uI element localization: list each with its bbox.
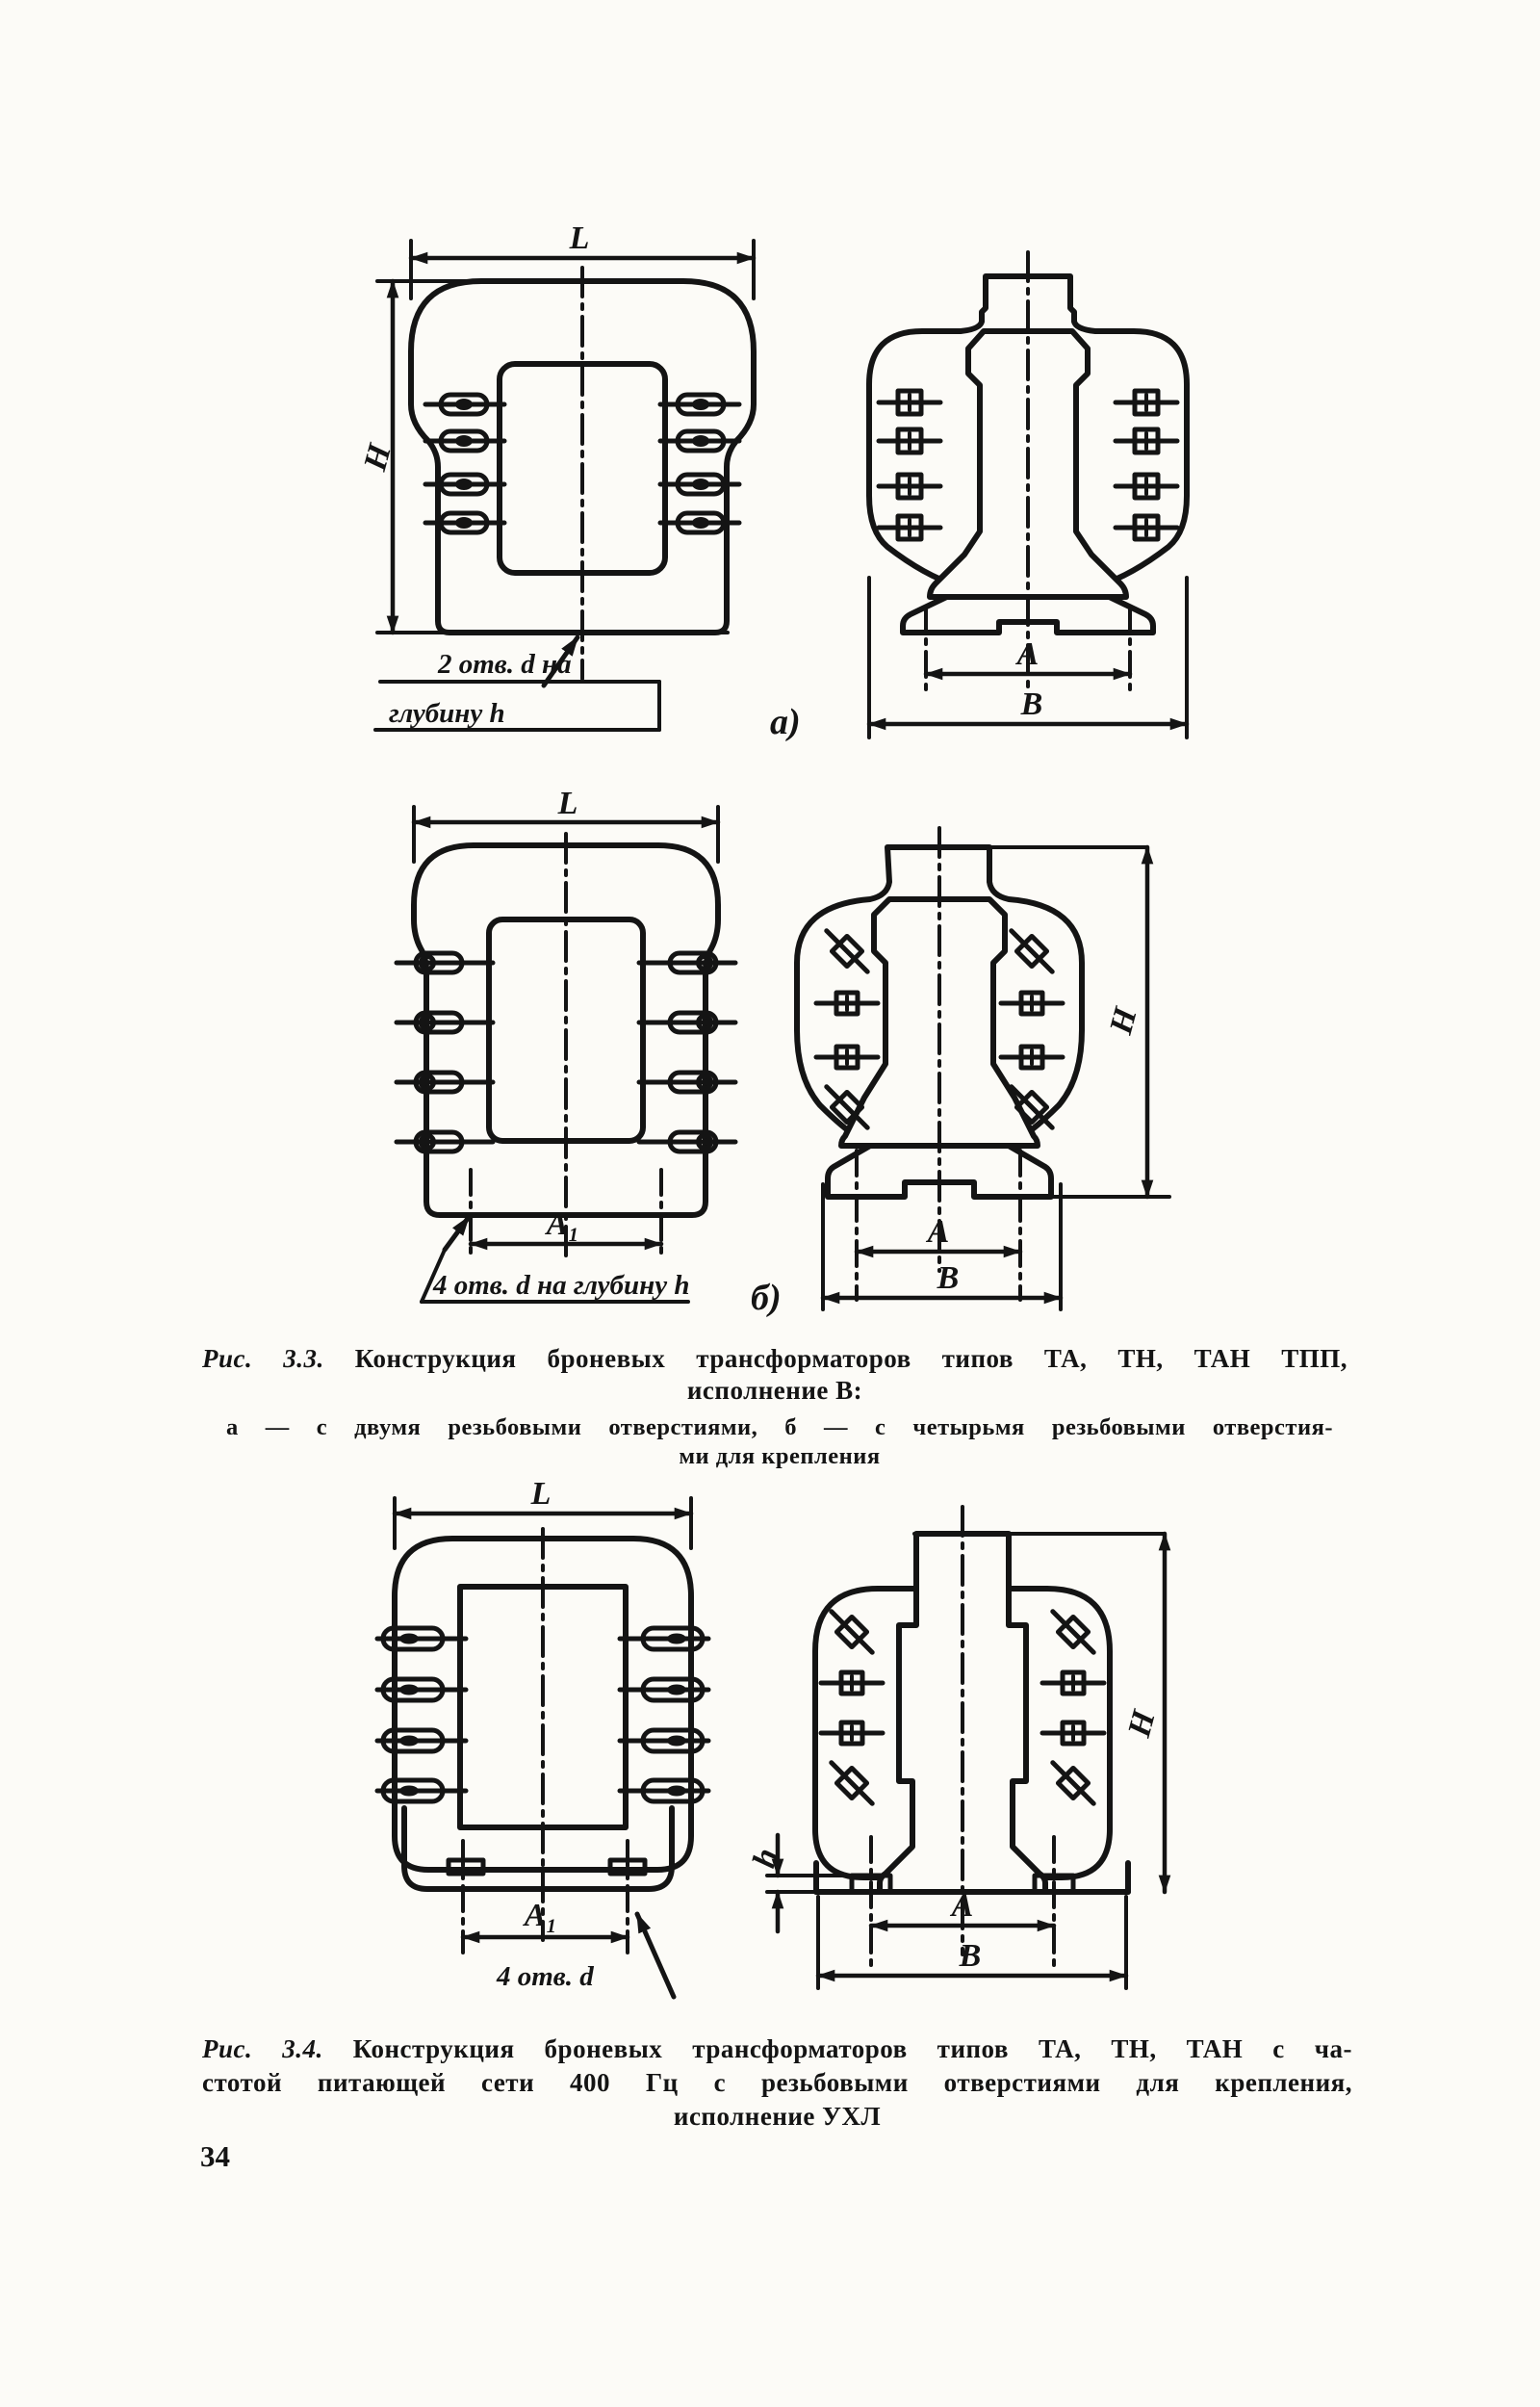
- dim-label-A1: А₁: [524, 1898, 558, 1933]
- hole-callout-line1: 2 отв. d на: [438, 649, 572, 680]
- fig-3-4-caption-line3: исполнение УХЛ: [673, 2102, 882, 2131]
- dim-label-A: А: [951, 1888, 974, 1924]
- fig-3-4-side-view-drawing: [746, 1497, 1218, 2022]
- fig-3-4-number: Рис. 3.4.: [202, 2034, 323, 2063]
- fig-3-4-caption-line1: Рис. 3.4. Конструкция броневых трансформаторов типов ТА, ТН, ТАН с ча-: [202, 2034, 1352, 2063]
- dim-label-H: Н: [1103, 1003, 1144, 1038]
- fig-3-3b-side-view-drawing: [799, 814, 1222, 1314]
- dim-label-L: L: [557, 786, 578, 821]
- dim-label-h: h: [746, 1844, 785, 1872]
- dim-label-L: L: [569, 220, 590, 256]
- part-label-a: а): [770, 702, 801, 742]
- dim-label-B: В: [1020, 686, 1043, 722]
- hole-callout-line2: глубину h: [389, 698, 505, 729]
- dim-label-A: А: [927, 1214, 950, 1250]
- fig-3-4-caption-line2: стотой питающей сети 400 Гц с резьбовыми отверстиями для крепления,: [202, 2068, 1352, 2097]
- fig-3-3-caption-line2: исполнение В:: [686, 1376, 863, 1405]
- page-number: 34: [200, 2139, 230, 2173]
- dim-label-H: H: [357, 440, 398, 475]
- hole-callout: 4 отв. d: [497, 1961, 594, 1992]
- fig-3-4-front-view-drawing: [371, 1476, 727, 2007]
- part-label-b: б): [751, 1278, 782, 1318]
- fig-3-3b-front-view-drawing: [380, 786, 794, 1319]
- fig-3-3-caption-line1: Рис. 3.3. Конструкция броневых трансформаторов типов ТА, ТН, ТАН ТПП,: [202, 1344, 1348, 1373]
- fig-3-3a-side-view-drawing: [847, 246, 1251, 746]
- fig-3-3-subcaption-line1: а — с двумя резьбовыми отверстиями, б — с четырьмя резьбовыми отверстия-: [226, 1414, 1333, 1440]
- hole-callout: 4 отв. d на глубину h: [433, 1270, 690, 1301]
- dim-label-H: Н: [1121, 1706, 1163, 1741]
- fig-3-3-number: Рис. 3.3.: [202, 1344, 324, 1373]
- fig-3-3a-front-view-drawing: [357, 217, 828, 746]
- dim-label-B: В: [959, 1938, 982, 1974]
- dim-label-A: А: [1016, 636, 1040, 672]
- dim-label-L: L: [530, 1476, 552, 1512]
- dim-label-B: В: [937, 1260, 960, 1296]
- dim-label-A1: А₁: [546, 1206, 580, 1242]
- fig-3-3-subcaption-line2: ми для крепления: [679, 1443, 881, 1469]
